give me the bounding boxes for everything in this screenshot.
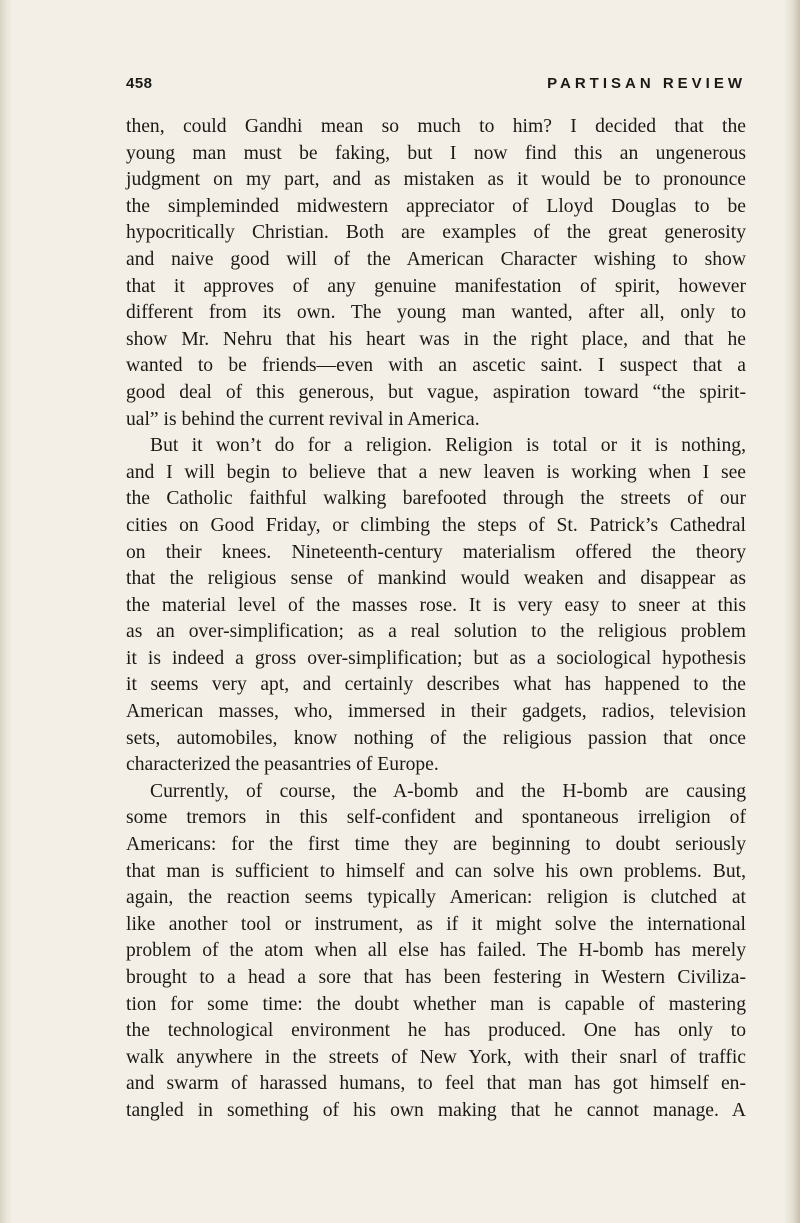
text-line: American masses, who, immersed in their gadgets, radios, television [126,701,746,723]
text-line: and naive good will of the American Character wishing to show [126,248,746,270]
text-line: hypocritically Christian. Both are examples of the great generosity [126,222,746,244]
text-line: again, the reaction seems typically American: religion is clutched at [126,887,746,909]
text-line: then, could Gandhi mean so much to him? I decided that the [126,116,746,137]
text-line: But it won’t do for a religion. Religion is total or it is nothing, [150,435,746,457]
text-line: good deal of this generous, but vague, aspiration toward “the spirit- [126,381,746,403]
page-header [126,75,746,97]
text-line: problem of the atom when all else has failed. The H-bomb has merely [126,940,746,962]
text-line: the Catholic faithful walking barefooted through the streets of our [126,488,746,510]
text-line: as an over-simplification; as a real solution to the religious problem [126,621,746,643]
text-line: walk anywhere in the streets of New York, with their snarl of traffic [126,1046,746,1068]
text-line: tangled in something of his own making that he cannot manage. A [126,1099,746,1121]
text-line: the simpleminded midwestern appreciator of Lloyd Douglas to be [126,195,746,217]
text-line: the material level of the masses rose. It is very easy to sneer at this [126,594,746,616]
text-line: show Mr. Nehru that his heart was in the right place, and that he [126,328,746,350]
text-line: and I will begin to believe that a new leaven is working when I see [126,461,746,483]
text-line: like another tool or instrument, as if it might solve the international [126,913,746,935]
text-line: that man is sufficient to himself and can solve his own problems. But, [126,860,746,882]
text-line: sets, automobiles, know nothing of the religious passion that once [126,727,746,749]
text-line: it is indeed a gross over-simplification; but as a sociological hypothesis [126,647,746,669]
text-line: that the religious sense of mankind would weaken and disappear as [126,568,746,590]
text-line: tion for some time: the doubt whether man is capable of mastering [126,993,746,1015]
text-line: the technological environment he has produced. One has only to [126,1020,746,1042]
body-text [126,114,746,1125]
text-line: wanted to be friends—even with an ascetic saint. I suspect that a [126,355,746,377]
text-line: judgment on my part, and as mistaken as it would be to pronounce [126,169,746,191]
text-line: brought to a head a sore that has been festering in Western Civiliza- [126,967,746,988]
running-head: PARTISAN REVIEW [547,75,746,92]
text-line: ual” is behind the current revival in America. [126,408,480,430]
page-edge-left [0,0,12,1223]
page-number: 458 [126,75,153,92]
text-line: different from its own. The young man wanted, after all, only to [126,302,746,324]
text-line: on their knees. Nineteenth-century materialism offered the theory [126,541,746,563]
text-line: young man must be faking, but I now find this an ungenerous [126,142,746,164]
text-line: characterized the peasantries of Europe. [126,754,439,776]
text-line: that it approves of any genuine manifestation of spirit, however [126,275,746,297]
text-line: and swarm of harassed humans, to feel that man has got himself en- [126,1073,746,1095]
page-edge-right [784,0,800,1223]
text-line: some tremors in this self-confident and spontaneous irreligion of [126,807,746,829]
text-line: Currently, of course, the A-bomb and the H-bomb are causing [150,780,746,802]
text-line: it seems very apt, and certainly describes what has happened to the [126,674,746,696]
text-line: Americans: for the first time they are beginning to doubt seriously [126,834,746,856]
text-line: cities on Good Friday, or climbing the steps of St. Patrick’s Cathedral [126,514,746,536]
